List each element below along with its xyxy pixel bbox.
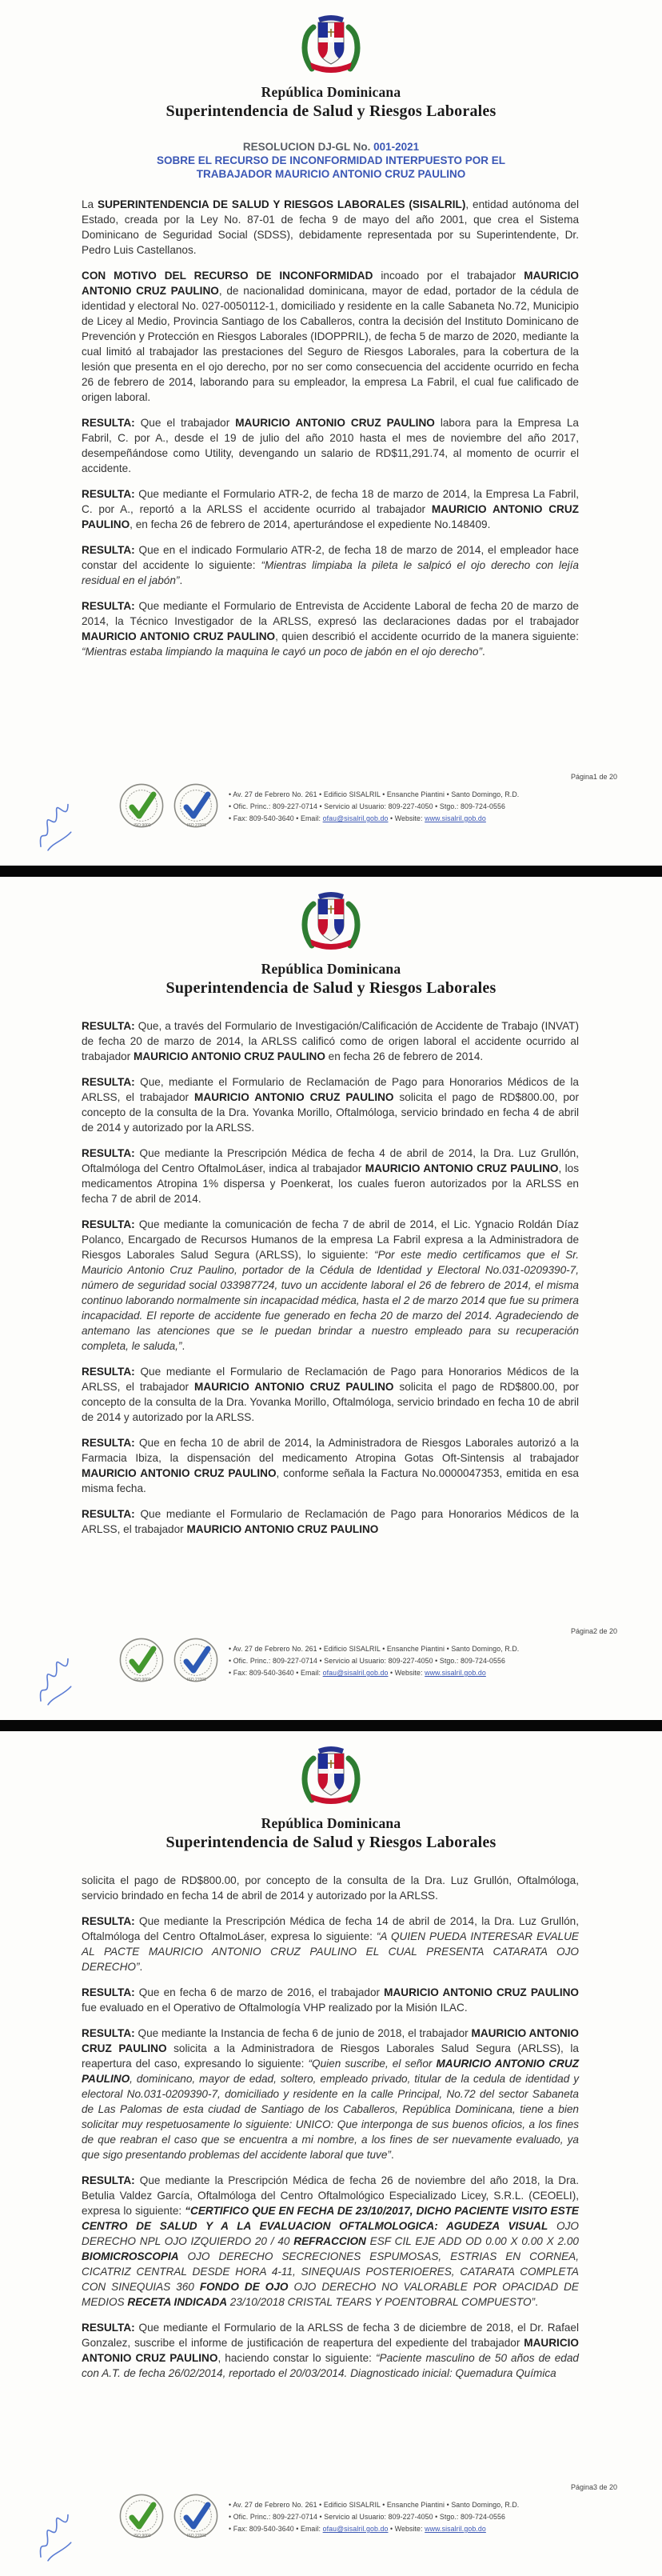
address-line: • Ofic. Princ.: 809-227-0714 • Servicio al Usuario: 809-227-4050 • Stgo.: 809-724-0556 [229, 2513, 505, 2521]
institution-title: Superintendencia de Salud y Riesgos Laborales [166, 979, 496, 997]
paragraph: RESULTA: Que mediante la Instancia de fecha 6 de junio de 2018, el trabajador MAURICIO ANTONIO CRUZ PAULINO solicita a la Administradora de Riesgos Laborales Salud Segura (ARLSS), la reapertura del caso, expresando lo siguiente: “Quien suscribe, el señor MAURICIO ANTONIO CRUZ PAULINO, dominicano, mayor de edad, soltero, empleado privado, titular de la cedula de identidad y electoral No.031-0209390-7, domiciliado y residente en la calle Principal, No.72 del sector Sabaneta de Las Palomas de esta ciudad de Santiago de los Caballeros, República Dominicana, tiene a bien solicitar muy respetuosamente lo siguiente: UNICO: Que interponga de sus buenos oficios, a los fines de que reabran el caso que se encuentra a mi nombre, a los fines de ser nuevamente evaluado, ya que sigo presentando problemas del accidente laboral que tuve”. [82, 2027, 579, 2161]
svg-text:ISO 27001: ISO 27001 [187, 2534, 206, 2538]
address-line: • Fax: 809-540-3640 • Email: ofau@sisalril.gob.do • Website: www.sisalril.gob.do [229, 1669, 486, 1677]
address-line: • Av. 27 de Febrero No. 261 • Edificio SISALRIL • Ensanche Piantini • Santo Domingo, R.D. [229, 2501, 520, 2509]
resolution-number-line [0, 140, 662, 154]
paragraph: RESULTA: Que en el indicado Formulario ATR-2, de fecha 18 de marzo de 2014, el empleador hace constar del accidente lo siguiente: “Mientras limpiaba la pileta le salpicó el ojo derecho con lejía residual en el jabón”. [82, 544, 579, 586]
document-page-3 [0, 1731, 662, 2576]
iso-9001-certification-seal-icon [118, 782, 165, 829]
page-number-label: Página2 de 20 [570, 1627, 617, 1635]
institution-title: Superintendencia de Salud y Riesgos Laborales [166, 102, 496, 120]
footer-address-block [229, 1643, 519, 1679]
iso-27001-certification-seal-icon [173, 1637, 219, 1683]
iso-9001-certification-seal-icon [118, 2493, 165, 2539]
page-number-label: Página1 de 20 [570, 773, 617, 781]
svg-text:ISO 27001: ISO 27001 [187, 823, 206, 828]
page-separator-bar [0, 1720, 662, 1731]
paragraph: RESULTA: Que en fecha 10 de abril de 2014, la Administradora de Riesgos Laborales autorizó a la Farmacia Ibiza, la dispensación del medicamento Atropina Gotas Oft-Sintensis al trabajador MAURICIO ANTONIO CRUZ PAULINO, conforme señala la Factura No.0000047353, emitida en esa misma fecha. [82, 1437, 579, 1494]
paragraph: RESULTA: Que mediante el Formulario de Entrevista de Accidente Laboral de fecha 20 de marzo de 2014, la Técnico Investigador de la ARLSS, expresó las declaraciones dadas por el trabajador MAURICIO ANTONIO CRUZ PAULINO, quien describió el accidente ocurrido de la manera siguiente: “Mientras estaba limpiando la maquina le cayó un poco de jabón en el ojo derecho”. [82, 600, 579, 658]
footer-link[interactable]: www.sisalril.gob.do [425, 1669, 486, 1677]
dominican-coat-of-arms-icon [294, 890, 368, 955]
paragraph: CON MOTIVO DEL RECURSO DE INCONFORMIDAD incoado por el trabajador MAURICIO ANTONIO CRUZ PAULINO, de nacionalidad dominicana, mayor de edad, portador de la cédula de identidad y electoral No. 027-0050112-1, domiciliado y residente en la calle Sabaneta No.72, Municipio de Licey al Medio, Provincia Santiago de los Caballeros, contra la decisión del Instituto Dominicano de Prevención y Protección en Riesgos Laborales (IDOPPRIL), de fecha 5 de marzo de 2020, mediante la cual limitó al trabajador las prestaciones del Seguro de Riesgos Laborales, para la cobertura de la lesión que presenta en el ojo derecho, por no ser como consecuencia del accidente ocurrido en fecha 26 de febrero de 2014, laborando para su empleador, la empresa La Fabril, el cual fue calificado de origen laboral. [82, 270, 579, 403]
svg-text:ISO 9001: ISO 9001 [134, 823, 151, 828]
footer-link[interactable]: ofau@sisalril.gob.do [322, 2525, 389, 2533]
country-title: República Dominicana [261, 84, 401, 100]
paragraph: RESULTA: Que en fecha 6 de marzo de 2016, el trabajador MAURICIO ANTONIO CRUZ PAULINO fue evaluado en el Operativo de Oftalmología VHP realizado por la Misión ILAC. [82, 1986, 579, 2014]
paragraph: RESULTA: Que el trabajador MAURICIO ANTONIO CRUZ PAULINO labora para la Empresa La Fabril, C. por A., desde el 19 de julio del año 2010 hasta el mes de noviembre del año 2017, desempeñándose como Utility, devengando un salario de RD$11,291.74, al momento de ocurrir el accidente. [82, 417, 579, 474]
resolution-title [0, 140, 662, 181]
dominican-coat-of-arms-icon [294, 1744, 368, 1810]
address-line: • Av. 27 de Febrero No. 261 • Edificio SISALRIL • Ensanche Piantini • Santo Domingo, R.D. [229, 1645, 520, 1653]
institution-title: Superintendencia de Salud y Riesgos Laborales [166, 1834, 496, 1851]
page-body [82, 1873, 579, 2381]
svg-text:ISO 9001: ISO 9001 [134, 2534, 151, 2538]
iso-9001-certification-seal-icon [118, 1637, 165, 1683]
paragraph: solicita el pago de RD$800.00, por concepto de la consulta de la Dra. Luz Grullón, Oftalmóloga, servicio brindado en fecha 14 de abril de 2014 y autorizado por la ARLSS. [82, 1874, 579, 1902]
resolution-subtitle-line-1: SOBRE EL RECURSO DE INCONFORMIDAD INTERPUESTO POR EL [156, 154, 506, 166]
certification-seals [118, 1637, 219, 1683]
paragraph: RESULTA: Que mediante el Formulario de Reclamación de Pago para Honorarios Médicos de la ARLSS, el trabajador MAURICIO ANTONIO CRUZ PAULINO solicita el pago de RD$800.00, por concepto de la consulta de la Dra. Yovanka Morillo, Oftalmóloga, servicio brindado en fecha 10 de abril de 2014 y autorizado por la ARLSS. [82, 1366, 579, 1423]
paragraph: RESULTA: Que, a través del Formulario de Investigación/Calificación de Accidente de Trabajo (INVAT) de fecha 20 de marzo de 2014, la ARLSS calificó como de origen laboral el accidente ocurrido al trabajador MAURICIO ANTONIO CRUZ PAULINO en fecha 26 de febrero de 2014. [82, 1020, 579, 1062]
handwritten-initials-mark [16, 1636, 92, 1719]
paragraph: La SUPERINTENDENCIA DE SALUD Y RIESGOS LABORALES (SISALRIL), entidad autónoma del Estado, creada por la Ley No. 87-01 de fecha 9 de mayo del año 2001, que crea el Sistema Dominicano de Seguridad Social (SDSS), debidamente representada por su Superintendente, Dr. Pedro Luis Castellanos. [82, 198, 579, 256]
certification-seals [118, 2493, 219, 2539]
paragraph: RESULTA: Que mediante la Prescripción Médica de fecha 14 de abril de 2014, la Dra. Luz Grullón, Oftalmóloga del Centro OftalmoLáser, expresa lo siguiente: “A QUIEN PUEDA INTERESAR EVALUE AL PACTE MAURICIO ANTONIO CRUZ PAULINO EL CUAL PRESENTA CATARATA OJO DERECHO”. [82, 1915, 579, 1973]
paragraph: RESULTA: Que mediante el Formulario ATR-2, de fecha 18 de marzo de 2014, la Empresa La Fabril, C. por A., reportó a la ARLSS el accidente ocurrido al trabajador MAURICIO ANTONIO CRUZ PAULINO, en fecha 26 de febrero de 2014, aperturándose el expediente No.148409. [82, 488, 579, 530]
page-number-label: Página3 de 20 [570, 2483, 617, 2491]
address-line: • Av. 27 de Febrero No. 261 • Edificio SISALRIL • Ensanche Piantini • Santo Domingo, R.D. [229, 790, 520, 798]
dominican-coat-of-arms-icon [294, 13, 368, 78]
iso-27001-certification-seal-icon [173, 2493, 219, 2539]
footer-link[interactable]: ofau@sisalril.gob.do [322, 814, 389, 822]
iso-27001-certification-seal-icon [173, 782, 219, 829]
page-footer [0, 1635, 662, 1709]
certification-seals [118, 782, 219, 829]
resolution-number: 001-2021 [373, 141, 420, 153]
paragraph: RESULTA: Que, mediante el Formulario de Reclamación de Pago para Honorarios Médicos de la ARLSS, el trabajador MAURICIO ANTONIO CRUZ PAULINO solicita el pago de RD$800.00, por concepto de la consulta de la Dra. Yovanka Morillo, Oftalmóloga, servicio brindado en fecha 4 de abril de 2014 y autorizado por la ARLSS. [82, 1076, 579, 1134]
paragraph: RESULTA: Que mediante el Formulario de Reclamación de Pago para Honorarios Médicos de la ARLSS, el trabajador MAURICIO ANTONIO CRUZ PAULINO [82, 1508, 579, 1535]
address-line: • Ofic. Princ.: 809-227-0714 • Servicio al Usuario: 809-227-4050 • Stgo.: 809-724-0556 [229, 802, 505, 810]
handwritten-initials-mark [16, 2492, 92, 2575]
footer-link[interactable]: www.sisalril.gob.do [425, 2525, 486, 2533]
page-body [82, 1018, 579, 1537]
document-page-1 [0, 0, 662, 866]
page-separator-bar [0, 866, 662, 877]
page-header [0, 877, 662, 998]
resolution-subtitle-line-2: TRABAJADOR MAURICIO ANTONIO CRUZ PAULINO [196, 168, 466, 180]
page-footer [0, 781, 662, 854]
footer-address-block [229, 2499, 519, 2535]
document-page-2 [0, 877, 662, 1720]
footer-link[interactable]: www.sisalril.gob.do [425, 814, 486, 822]
address-line: • Fax: 809-540-3640 • Email: ofau@sisalril.gob.do • Website: www.sisalril.gob.do [229, 814, 486, 822]
svg-text:ISO 27001: ISO 27001 [187, 1678, 206, 1682]
address-line: • Fax: 809-540-3640 • Email: ofau@sisalril.gob.do • Website: www.sisalril.gob.do [229, 2525, 486, 2533]
paragraph: RESULTA: Que mediante la comunicación de fecha 7 de abril de 2014, el Lic. Ygnacio Roldán Díaz Polanco, Encargado de Recursos Humanos de la empresa La Fabril expresa a la Administradora de Riesgos Laborales Salud Segura (ARLSS), lo siguiente: “Por este medio certificamos que el Sr. Mauricio Antonio Cruz Paulino, portador de la Cédula de Identidad y Electoral No.031-0209390-7, número de seguridad social 033987724, tuvo un accidente laboral el 26 de febrero de 2014, el misma continuo laborando normalmente sin incapacidad médica, hasta el 2 de marzo 2014 que fue su primera incapacidad. El reporte de accidente fue generado en fecha 20 de marzo del 2014. Agradeciendo de antemano las atenciones que se le puedan brindar a nuestro empleado para su recuperación completa, le saluda,”. [82, 1218, 580, 1352]
paragraph: RESULTA: Que mediante la Prescripción Médica de fecha 26 de noviembre del año 2018, la Dra. Betulia Valdez García, Oftalmóloga del Centro Oftalmológico Especializado Licey, S.R.L. (CEOELI), expresa lo siguiente: “CERTIFICO QUE EN FECHA DE 23/10/2017, DICHO PACIENTE VISITO ESTE CENTRO DE SALUD Y A LA EVALUACION OFTALMOLOGICA: AGUDEZA VISUAL OJO DERECHO NPL OJO IZQUIERDO 20 / 40 REFRACCION ESF CIL EJE ADD OD 0.00 X 0.00 X 2.00 BIOMICROSCOPIA OJO DERECHO SECRECIONES ESPUMOSAS, ESTRIAS EN CORNEA, CICATRIZ CENTRAL DESDE HORA 4-11, SINEQUAIS POSTERIOERES, CATARATA COMPLETA CON SINEQUIAS 360 FONDO DE OJO OJO DERECHO NO VALORABLE POR OPACIDAD DE MEDIOS RECETA INDICADA 23/10/2018 CRISTAL TEARS Y POENTOBRAL COMPUESTO”. [82, 2174, 580, 2308]
page-header [0, 0, 662, 121]
paragraph: RESULTA: Que mediante la Prescripción Médica de fecha 4 de abril de 2014, la Dra. Luz Grullón, Oftalmóloga del Centro OftalmoLáser, indica al trabajador MAURICIO ANTONIO CRUZ PAULINO, los medicamentos Atropina 1% dispersa y Poenkerat, los cuales fueron autorizados por la ARLSS en fecha 7 de abril de 2014. [82, 1147, 579, 1205]
paragraph: RESULTA: Que mediante el Formulario de la ARLSS de fecha 3 de diciembre de 2018, el Dr. Rafael Gonzalez, suscribe el informe de justificación de reapertura del expediente del trabajador MAURICIO ANTONIO CRUZ PAULINO, haciendo constar lo siguiente: “Paciente masculino de 50 años de edad con A.T. de fecha 26/02/2014, reportado el 20/03/2014. Diagnosticado inicial: Quemadura Química [82, 2322, 579, 2379]
address-line: • Ofic. Princ.: 809-227-0714 • Servicio al Usuario: 809-227-4050 • Stgo.: 809-724-0556 [229, 1657, 505, 1665]
page-body [82, 197, 579, 659]
page-header [0, 1731, 662, 1852]
country-title: República Dominicana [261, 961, 401, 977]
svg-text:ISO 9001: ISO 9001 [134, 1678, 151, 1682]
country-title: República Dominicana [261, 1815, 401, 1831]
handwritten-initials-mark [16, 782, 92, 865]
footer-address-block [229, 789, 519, 825]
footer-link[interactable]: ofau@sisalril.gob.do [322, 1669, 389, 1677]
resolution-prefix: RESOLUCION DJ-GL No. [242, 141, 371, 153]
page-footer [0, 2491, 662, 2565]
